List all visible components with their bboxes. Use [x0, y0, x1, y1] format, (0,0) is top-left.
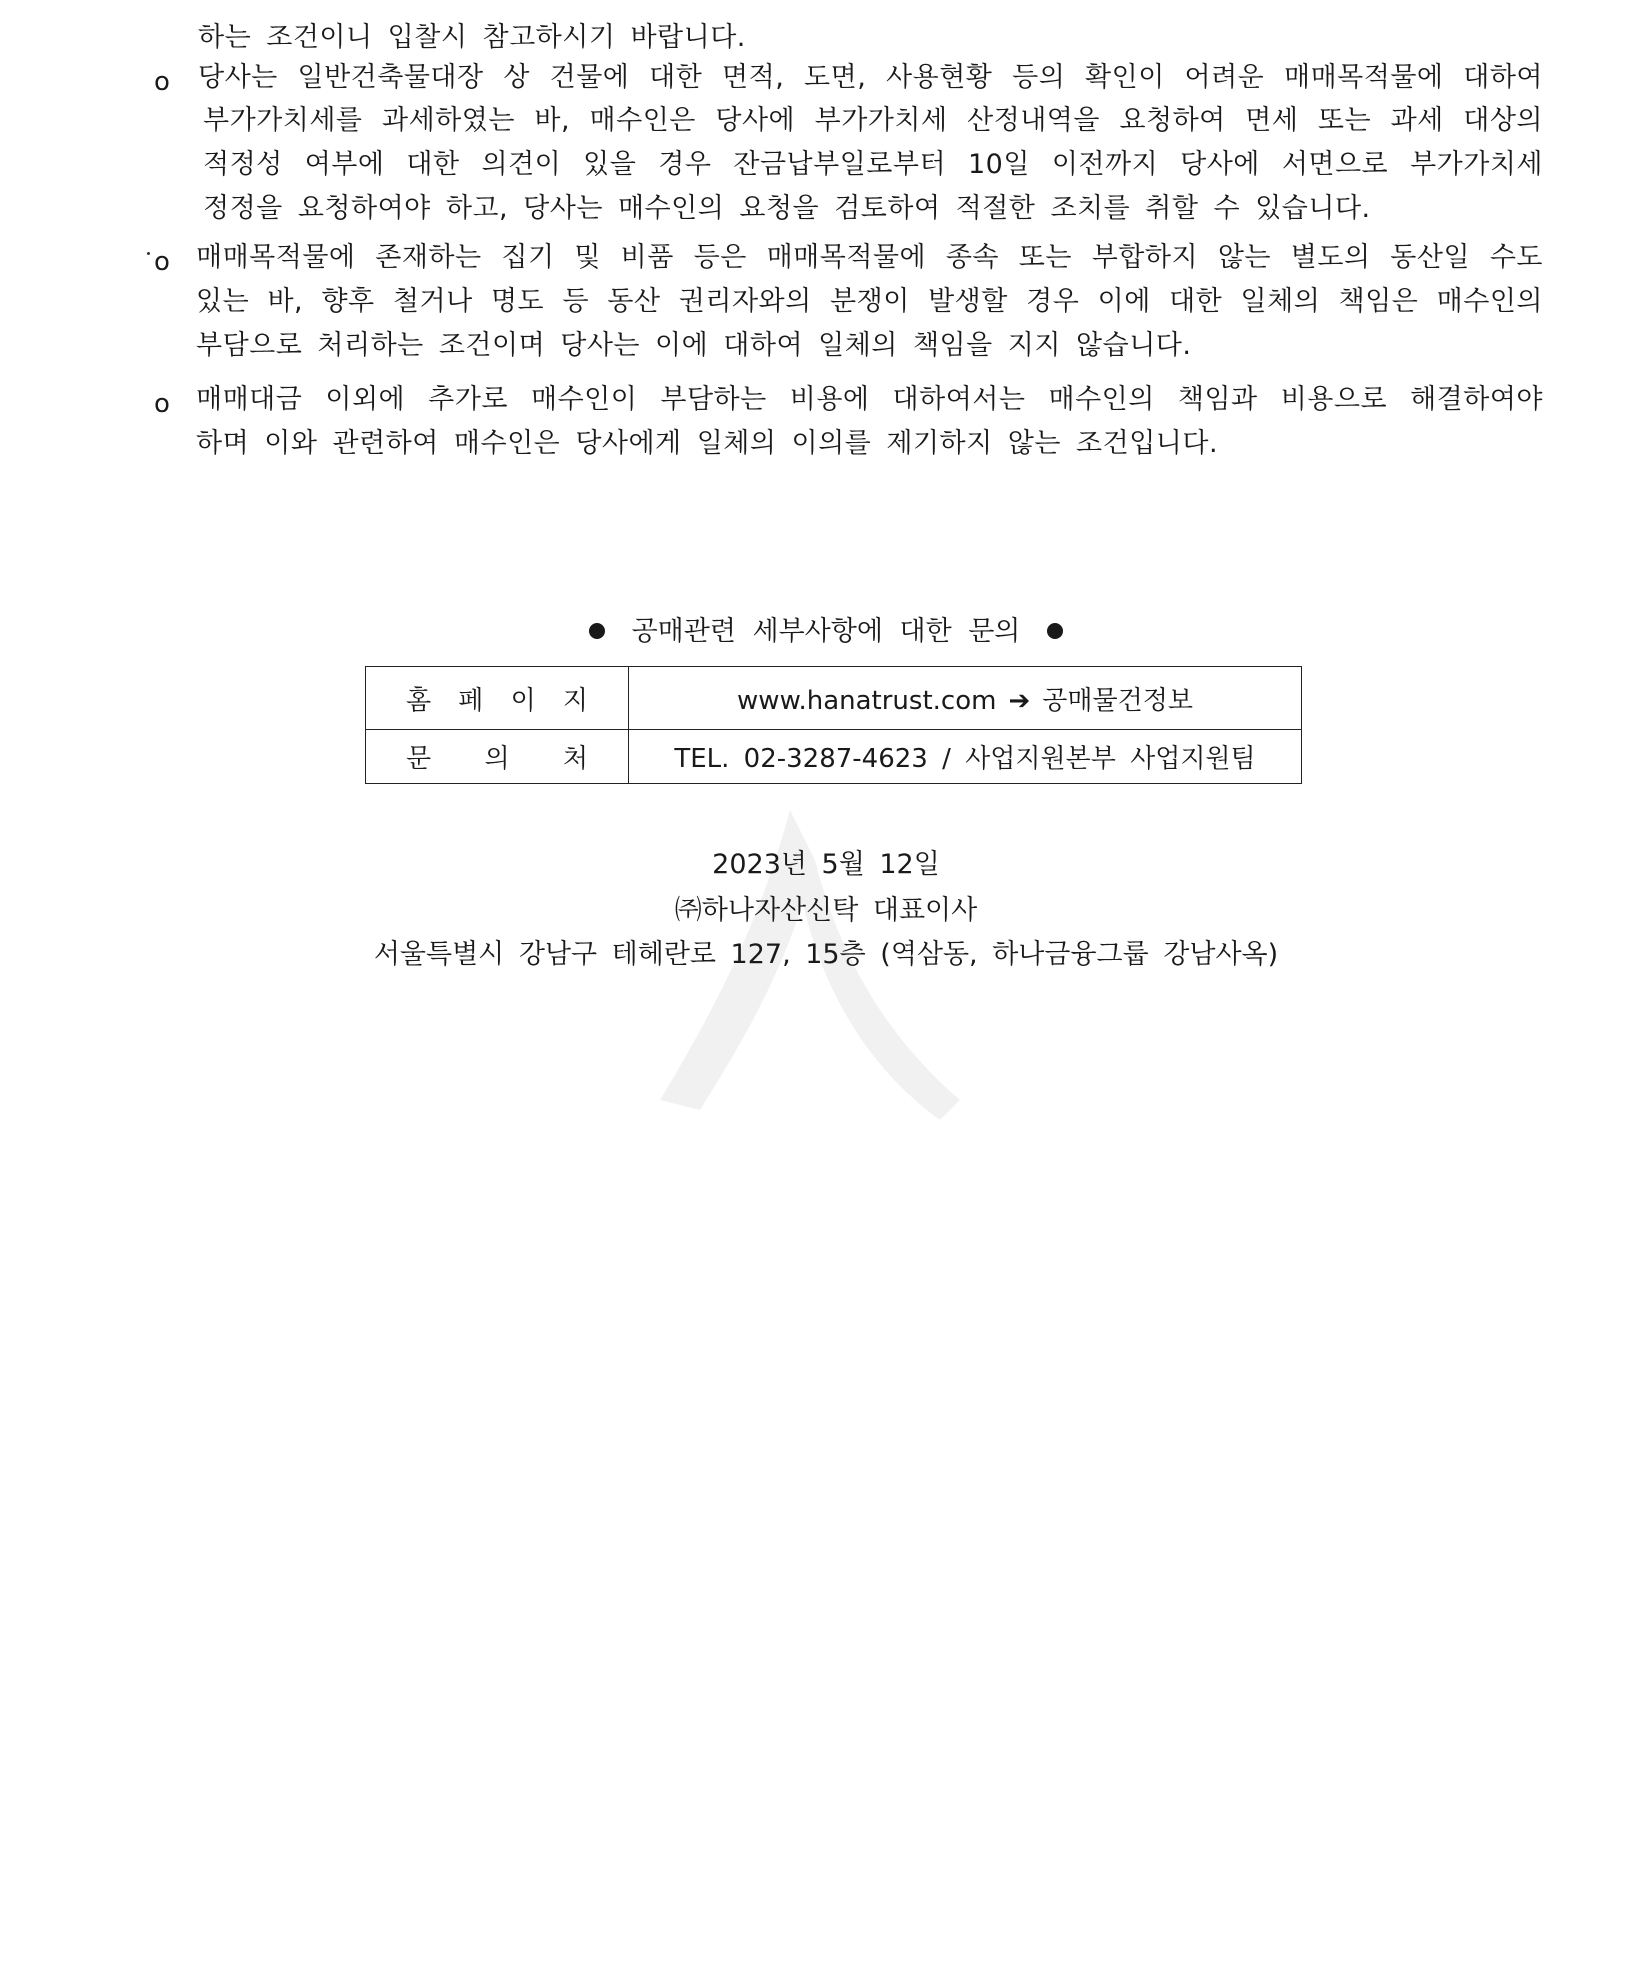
arrow-right-icon: ➔: [1008, 685, 1031, 716]
label-char: 의: [484, 744, 510, 774]
contact-label: [366, 730, 629, 784]
footer-date: 2023년 5월 12일: [712, 849, 940, 880]
label-char: 지: [562, 685, 588, 716]
contact-value: [629, 730, 1302, 784]
contact-text: TEL. 02-3287-4623 / 사업지원본부 사업지원팀: [674, 744, 1256, 774]
table-row: [366, 730, 1302, 784]
destination-label: 공매물건정보: [1042, 685, 1193, 716]
notice-line: 부가가치세를 과세하였는 바, 매수인은 당사에 부가가치세 산정내역을 요청하여 면세 또는 과세 대상의: [203, 105, 1543, 136]
notice-line: 매매대금 이외에 추가로 매수인이 부담하는 비용에 대하여서는 매수인의 책임과 비용으로 해결하여야: [196, 384, 1543, 415]
notice-line: 매매목적물에 존재하는 집기 및 비품 등은 매매목적물에 종속 또는 부합하지 않는 별도의 동산일 수도: [196, 242, 1543, 273]
notice-line: 정정을 요청하여야 하고, 당사는 매수인의 요청을 검토하여 적절한 조치를 취할 수 있습니다.: [203, 193, 1371, 224]
bullet-dot-icon: [1047, 623, 1063, 639]
label-char: 문: [406, 744, 432, 774]
bullet-dot-icon: [589, 623, 605, 639]
label-char: 홈: [406, 685, 432, 716]
website-link[interactable]: www.hanatrust.com: [737, 685, 997, 716]
label-char: 처: [562, 744, 588, 774]
notice-section: [0, 0, 1652, 500]
notice-line: 부담으로 처리하는 조건이며 당사는 이에 대하여 일체의 책임을 지지 않습니다.: [196, 330, 1192, 361]
label-char: 페: [458, 685, 484, 716]
stray-mark: [147, 252, 150, 255]
footer-company: ㈜하나자산신탁 대표이사: [674, 895, 978, 926]
notice-line: 하며 이와 관련하여 매수인은 당사에게 일체의 이의를 제기하지 않는 조건입니다.: [196, 428, 1219, 459]
notice-line: 적정성 여부에 대한 의견이 있을 경우 잔금납부일로부터 10일 이전까지 당사에 서면으로 부가가치세: [203, 149, 1543, 180]
notice-line: 하는 조건이니 입찰시 참고하시기 바랍니다.: [198, 22, 746, 53]
inquiry-title: 공매관련 세부사항에 대한 문의: [631, 616, 1021, 647]
homepage-label: [366, 667, 629, 730]
footer-address: 서울특별시 강남구 테헤란로 127, 15층 (역삼동, 하나금융그룹 강남사옥): [373, 939, 1279, 970]
bullet-icon: o: [154, 67, 170, 97]
inquiry-table: [365, 666, 1302, 784]
label-char: 이: [510, 685, 536, 716]
homepage-value: [629, 667, 1302, 730]
notice-line: 당사는 일반건축물대장 상 건물에 대한 면적, 도면, 사용현황 등의 확인이 어려운 매매목적물에 대하여: [198, 62, 1543, 93]
table-row: [366, 667, 1302, 730]
inquiry-heading: [0, 612, 1652, 652]
bullet-icon: o: [154, 247, 170, 277]
bullet-icon: o: [154, 389, 170, 419]
notice-line: 있는 바, 향후 철거나 명도 등 동산 권리자와의 분쟁이 발생할 경우 이에 대한 일체의 책임은 매수인의: [196, 286, 1543, 317]
